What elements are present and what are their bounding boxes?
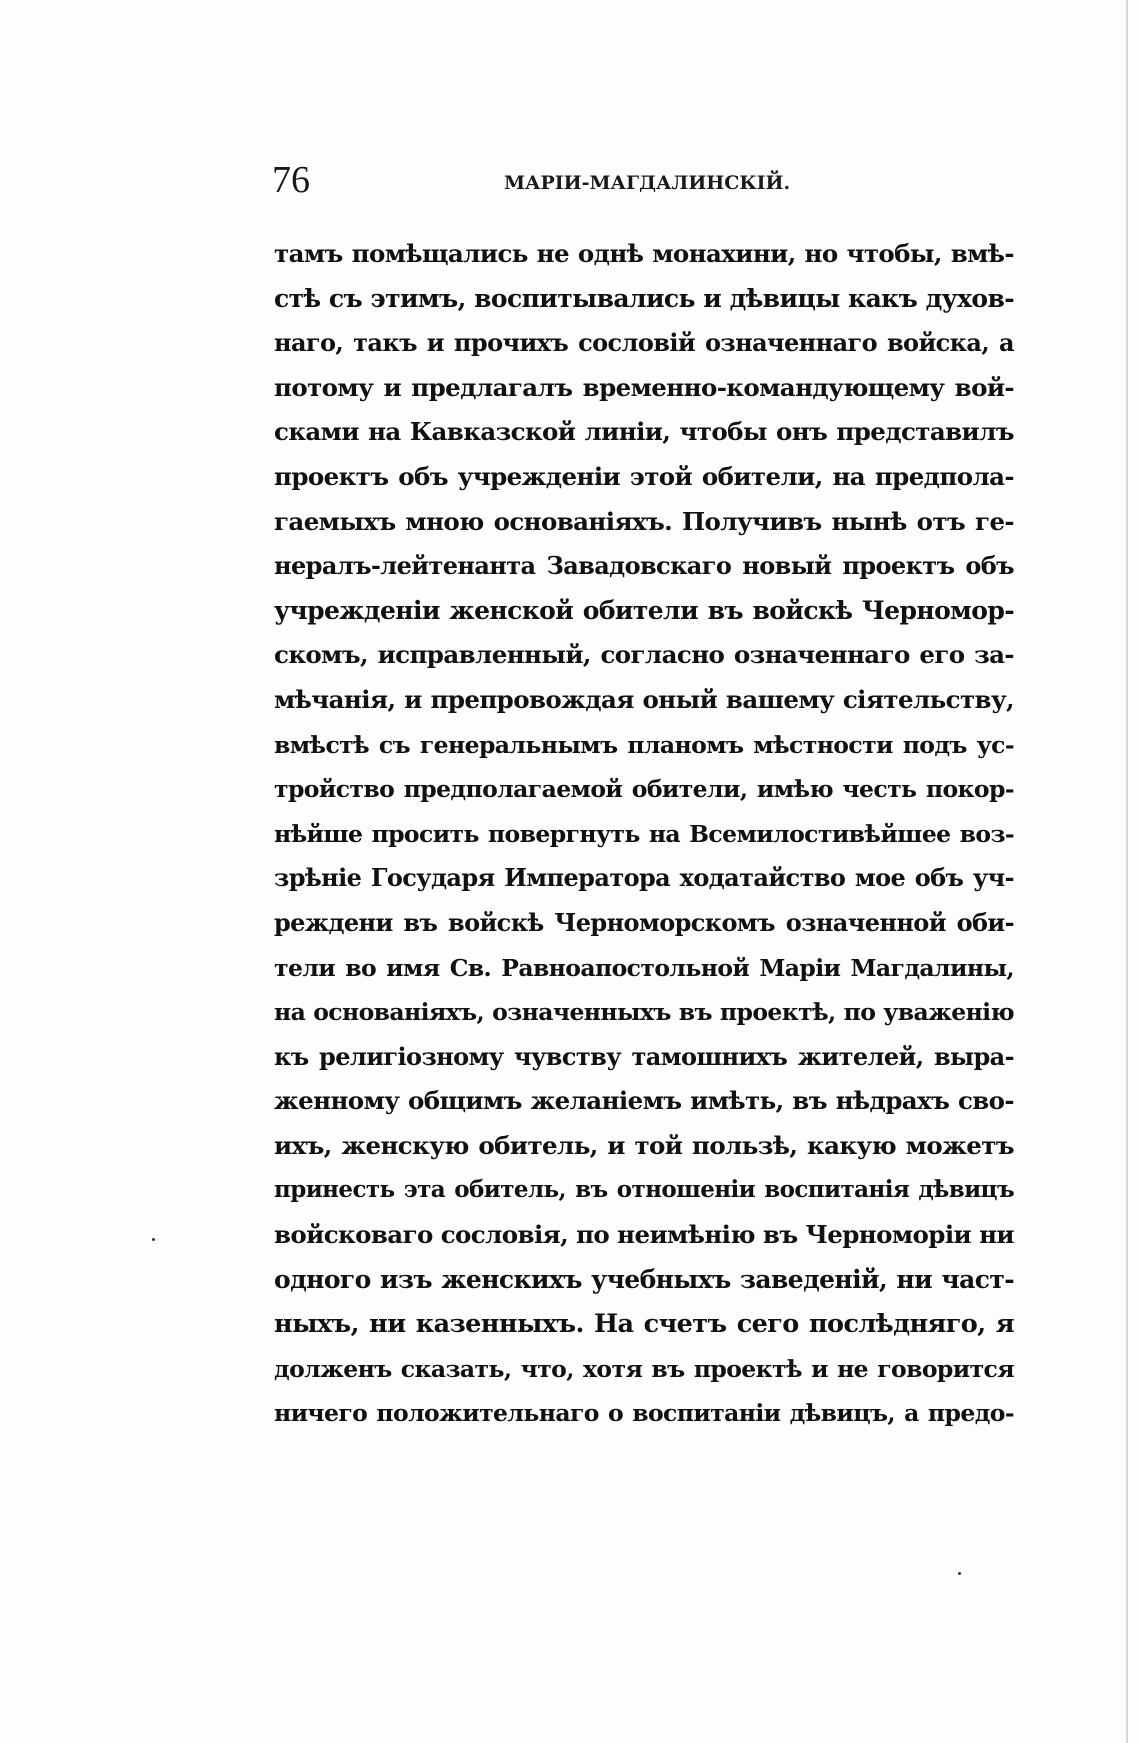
text-line: реждени въ войскѣ Черноморскомъ означенной оби- [274, 907, 1014, 937]
scan-speck [152, 1238, 155, 1241]
text-line: вмѣстѣ съ генеральнымъ планомъ мѣстности подъ ус- [274, 730, 1014, 759]
text-line: принесть эта обитель, въ отношеніи воспитанія дѣвицъ [274, 1176, 1014, 1204]
text-line: нералъ-лейтенанта Завадовскаго новый проектъ объ [274, 551, 1014, 581]
text-line: стѣ съ этимъ, воспитывались и дѣвицы какъ духов- [274, 283, 1014, 313]
text-line: сками на Кавказской линіи, чтобы онъ представилъ [274, 417, 1014, 447]
text-line: женному общимъ желаніемъ имѣть, въ нѣдрахъ сво- [274, 1086, 1014, 1116]
text-line: наго, такъ и прочихъ сословій означеннаго войска, а [274, 328, 1014, 358]
text-line: ихъ, женскую обитель, и той пользѣ, какую можетъ [274, 1130, 1014, 1160]
page-edge-shadow [1126, 0, 1128, 1743]
text-line: тамъ помѣщались не однѣ монахини, но чтобы, вмѣ- [274, 239, 1014, 268]
body-text [274, 232, 1014, 1436]
text-line: гаемыхъ мною основаніяхъ. Получивъ нынѣ отъ ге- [274, 506, 1014, 536]
text-line: зрѣніе Государя Императора ходатайство мое объ уч- [274, 863, 1014, 893]
text-line: тели во имя Св. Равноапостольной Маріи Магдалины, [274, 953, 1014, 982]
text-line: къ религіозному чувству тамошнихъ жителей, выра- [274, 1041, 1014, 1071]
text-line: скомъ, исправленный, согласно означеннаго его за- [274, 640, 1014, 670]
text-line: на основаніяхъ, означенныхъ въ проектѣ, по уваженію [274, 998, 1014, 1027]
text-line: потому и предлагалъ временно-командующему вой- [274, 372, 1014, 402]
text-line: ничего положительнаго о воспитаніи дѣвицъ, а предо- [274, 1399, 1014, 1428]
page-header [272, 158, 1012, 208]
page-number: 76 [272, 159, 310, 201]
scan-speck [958, 1572, 961, 1575]
text-line: тройство предполагаемой обители, имѣю честь покор- [274, 775, 1014, 804]
text-line: учрежденіи женской обители въ войскѣ Черномор- [274, 595, 1014, 625]
text-line: мѣчанія, и препровождая оный вашему сіятельству, [274, 684, 1014, 714]
text-line: проектъ объ учрежденіи этой обители, на предпола- [274, 461, 1014, 491]
text-line: ныхъ, ни казенныхъ. На счетъ сего послѣдняго, я [274, 1309, 1014, 1340]
text-line: долженъ сказать, что, хотя въ проектѣ и не говорится [274, 1354, 1014, 1383]
text-line: войсковаго сословія, по неимѣнію въ Черноморіи ни [274, 1220, 1014, 1250]
text-line: нѣйше просить повергнуть на Всемилостивѣйшее воз- [274, 819, 1014, 848]
running-head: МАРІИ-МАГДАЛИНСКІЙ. [504, 172, 791, 194]
text-line: одного изъ женскихъ учебныхъ заведеній, ни част- [274, 1264, 1014, 1294]
